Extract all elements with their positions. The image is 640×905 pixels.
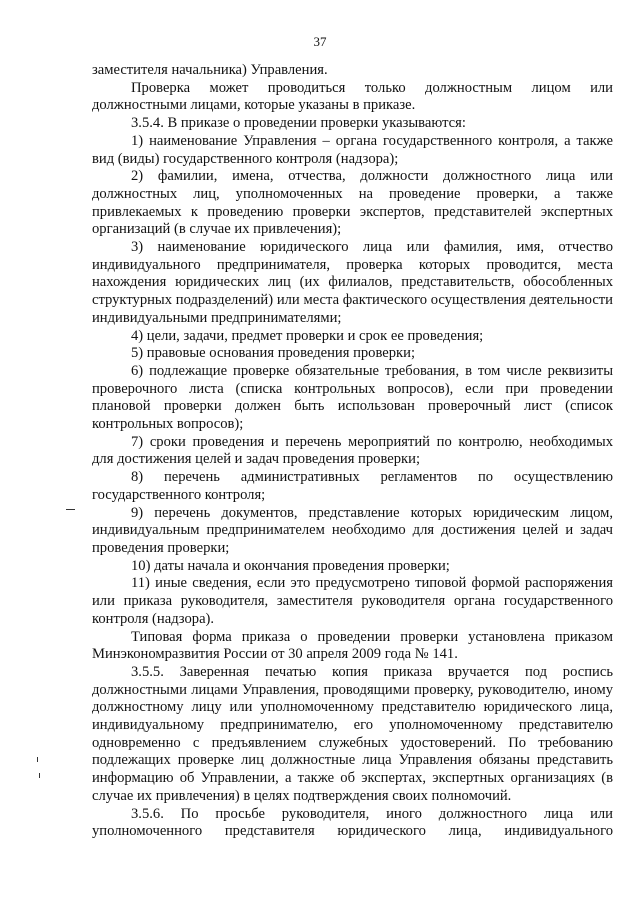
paragraph: 9) перечень документов, представление которых юридическим лицом, индивидуальным предпринимателем необходимо для достижения целей и задач проведения проверки; [92, 504, 613, 556]
paragraph: 3.5.4. В приказе о проведении проверки указываются: [131, 115, 466, 132]
paragraph: 5) правовые основания проведения проверки; [131, 345, 416, 362]
scan-mark [39, 773, 40, 778]
paragraph: заместителя начальника) Управления. [92, 62, 328, 78]
paragraph: 2) фамилии, имена, отчества, должности должностного лица или должностных лиц, уполномоченных на проведение проверки, а также привлекаемых к проведению проверки экспертов, представителей экспертных организаций (в случае их привлечения); [92, 168, 613, 238]
paragraph: 8) перечень административных регламентов по осуществлению государственного контроля; [92, 469, 613, 503]
paragraph: 4) цели, задачи, предмет проверки и срок ее проведения; [131, 327, 484, 344]
paragraph: 3) наименование юридического лица или фамилия, имя, отчество индивидуального предпринимателя, проверка которых проводится, места нахождения юридических лиц (их филиалов, представительств, обособленных структурных подразделений) или места фактического осуществления деятельности индивидуальными предпринимателями; [92, 239, 613, 326]
paragraph: Типовая форма приказа о проведении проверки установлена приказом Минэкономразвития России от 30 апреля 2009 года № 141. [92, 628, 613, 663]
scan-mark [66, 509, 75, 510]
paragraph: 6) подлежащие проверке обязательные требования, в том числе реквизиты проверочного листа (списка контрольных вопросов), если при проведении плановой проверки должен быть использован проверочный лист (список контрольных вопросов); [92, 362, 613, 433]
paragraph: 11) иные сведения, если это предусмотрено типовой формой распоряжения или приказа руководителя, заместителя руководителя органа государственного контроля (надзора). [92, 575, 613, 627]
paragraph: Проверка может проводиться только должностным лицом или должностными лицами, которые указаны в приказе. [92, 79, 613, 114]
paragraph: 1) наименование Управления – органа государственного контроля, а также вид (виды) государственного контроля (надзора); [92, 132, 613, 167]
paragraph-continued: 3.5.6. По просьбе руководителя, иного должностного лица или уполномоченного представителя юридического лица, индивидуального [92, 805, 613, 840]
document-body [92, 62, 613, 841]
scan-mark [37, 757, 38, 762]
paragraph: 7) сроки проведения и перечень мероприятий по контролю, необходимых для достижения целей и задач проведения проверки; [92, 433, 613, 468]
paragraph: 3.5.5. Заверенная печатью копия приказа вручается под роспись должностными лицами Управления, проводящими проверку, руководителю, иному должностному лицу или уполномоченному представителю юридического лица, индивидуальному предпринимателю, его уполномоченному представителю одновременно с предъявлением служебных удостоверений. По требованию подлежащих проверке лиц должностные лица Управления обязаны представить информацию об Управлении, а также об экспертах, экспертных организациях (в случае их привлечения) в целях подтверждения своих полномочий. [92, 663, 613, 804]
paragraph: 10) даты начала и окончания проведения проверки; [131, 557, 450, 574]
page-number: 37 [313, 34, 327, 49]
